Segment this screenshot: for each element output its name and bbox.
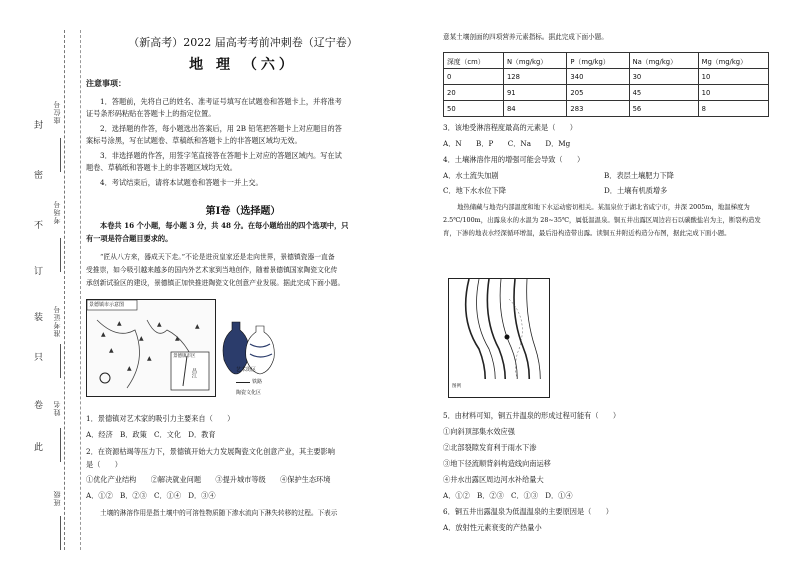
question-2-cont: 是（ ） [86, 460, 122, 469]
structure-drawing [449, 279, 549, 397]
table-header: N（mg/kg） [503, 53, 566, 69]
field-label-ticket: 准考证号 [53, 305, 61, 337]
svg-text:▲: ▲ [127, 365, 132, 372]
question-4-option-d: D．土壤有机质增多 [604, 186, 668, 195]
svg-text:▲: ▲ [195, 323, 200, 330]
question-4-option-c: C．地下水水位下降 [443, 186, 507, 195]
field-label-class: 班级 [53, 490, 61, 506]
section-title: 第Ⅰ卷（选择题） [205, 206, 281, 217]
map-title: 景德镇市示意图 [89, 302, 125, 308]
table-cell: 10 [698, 69, 768, 85]
notice-heading: 注意事项： [86, 78, 126, 88]
structure-legend: 图例 [452, 384, 461, 389]
exam-title: （新高考）2022 届高考考前冲刺卷（辽宁卷） [128, 36, 358, 49]
seal-char: 密 [34, 171, 44, 181]
jingdezhen-map [86, 299, 216, 397]
table-cell: 50 [444, 101, 504, 117]
soil-nutrient-table [443, 52, 769, 117]
table-header: Mg（mg/kg） [698, 53, 768, 69]
notice-item: 3．非选择题的作答，用签字笔直接答在答题卡上对应的答题区域内。写在试 [100, 151, 342, 160]
svg-text:▲: ▲ [147, 355, 152, 362]
field-underline [60, 238, 61, 272]
table-header: P（mg/kg） [567, 53, 629, 69]
table-header: 深度（cm） [444, 53, 504, 69]
passage-text: 受推崇，如今吸引越来越多的国内外艺术家到当地创作，随着景德镇国家陶瓷文化传 [86, 266, 338, 274]
binding-line-inner [80, 30, 81, 550]
notice-item: 4．考试结束后，请将本试题卷和答题卡一并上交。 [100, 178, 263, 187]
question-4-option-b: B．表层土壤肥力下降 [604, 171, 674, 180]
svg-text:▲: ▲ [157, 321, 162, 328]
binding-line [64, 30, 65, 550]
passage-text: “匠从八方来，器成天下走。”不论是进贡皇家还是走向世界，景德镇瓷器一直备 [100, 253, 335, 261]
table-cell: 128 [503, 69, 566, 85]
question-2-options: A．①② B．②③ C．①④ D．③④ [86, 491, 216, 500]
question-3-options: A．N B．P C．Na D．Mg [443, 139, 571, 148]
table-cell: 0 [444, 69, 504, 85]
question-6-option-a: A．放射性元素衰变的产热量小 [443, 523, 542, 532]
seal-char: 装 [34, 313, 44, 323]
question-6: 6．铜五井出露温泉为低温温泉的主要原因是（ ） [443, 507, 613, 516]
seal-char: 卷 [34, 401, 44, 411]
table-cell: 8 [698, 101, 768, 117]
table-cell: 340 [567, 69, 629, 85]
table-header-row [444, 53, 769, 69]
subject-title: 地 理 （六） [189, 57, 297, 73]
seal-char: 订 [34, 267, 44, 277]
section-intro: 本卷共 16 个小题，每小题 3 分，共 48 分。在每小题给出的四个选项中，只 [100, 221, 349, 230]
notice-item: 1．答题前，先将自己的姓名、准考证号填写在试题卷和答题卡上，并将准考 [100, 97, 342, 106]
table-header: Na（mg/kg） [629, 53, 698, 69]
field-underline [60, 138, 61, 172]
passage-text: 土壤的淋溶作用是指土壤中的可溶性物质随下渗水流向下淋失转移的过程。下表示 [100, 509, 338, 517]
table-cell: 10 [698, 85, 768, 101]
field-underline [60, 344, 61, 378]
question-3: 3．该地受淋溶程度最高的元素是（ ） [443, 123, 577, 132]
svg-text:▲: ▲ [175, 335, 180, 342]
passage-text [443, 201, 771, 240]
question-2: 2．在资源枯竭等压力下，景德镇开始大力发展陶瓷文化创意产业，其主要影响 [86, 447, 335, 456]
map-river-label: 昌江 [191, 368, 197, 378]
question-5-item: ④井水出露区周边河水补给量大 [443, 475, 544, 484]
passage-text: 意某土壤剖面的四项营养元素指标。据此完成下面小题。 [443, 33, 608, 41]
svg-text:▲: ▲ [109, 347, 114, 354]
question-5-item: ②北部裂隙发育利于雨水下渗 [443, 443, 537, 452]
question-5-item: ③地下径流顺背斜构造线向南运移 [443, 459, 551, 468]
question-4: 4．土壤淋溶作用的增强可能会导致（ ） [443, 155, 585, 164]
field-underline [60, 428, 61, 462]
table-cell: 84 [503, 101, 566, 117]
seal-char: 只 [34, 353, 44, 363]
question-1: 1．景德镇对艺术家的吸引力主要来自（ ） [86, 414, 235, 423]
field-label-room: 考场号 [53, 200, 61, 224]
question-2-items: ①优化产业结构 ②解决就业问题 ③提升城市等级 ④保护生态环境 [86, 475, 331, 484]
field-underline [60, 516, 61, 550]
table-cell: 45 [629, 85, 698, 101]
table-row [444, 69, 769, 85]
question-5-item: ①向斜顶部集水效应强 [443, 427, 515, 436]
svg-text:▲: ▲ [101, 331, 106, 338]
notice-item: 案标号涂黑，写在试题卷、草稿纸和答题卡上的非答题区域均无效。 [86, 136, 302, 145]
svg-text:▲: ▲ [139, 335, 144, 342]
passage-text: 承创新试验区的建设，景德镇正加快推进陶瓷文化创意产业发展。据此完成下面小题。 [86, 279, 345, 287]
legend-railway: 铁路 [252, 379, 263, 385]
table-row [444, 85, 769, 101]
field-label-name: 姓名 [53, 400, 61, 416]
table-cell: 91 [503, 85, 566, 101]
seal-char: 此 [34, 443, 44, 453]
question-5-options: A．①② B．②③ C．①③ D．①④ [443, 491, 573, 500]
notice-item: 题卷、草稿纸和答题卡上的非答题区域均无效。 [86, 163, 237, 172]
table-row [444, 101, 769, 117]
binding-margin [0, 0, 92, 562]
passage-line: 地热储藏与地壳内部温度和地下水运动密切相关。某温泉位于湖北省咸宁市，井深 2005m，地温梯度为 2.5℃/100m，出露泉水的水 [443, 203, 750, 224]
notice-item: 证号条形码粘贴在答题卡上的指定位置。 [86, 109, 216, 118]
table-cell: 205 [567, 85, 629, 101]
legend-art-district: 艺术街区 [236, 367, 257, 373]
map-drawing [87, 300, 215, 396]
question-1-options: A．经济 B．政策 C．文化 D．教育 [86, 430, 216, 439]
table-cell: 20 [444, 85, 504, 101]
map-inset-title: 景德镇市区 [173, 354, 196, 359]
table-cell: 30 [629, 69, 698, 85]
notice-item: 2．选择题的作答，每小题选出答案后，用 2B 铅笔把答题卡上对应题目的答 [100, 124, 342, 133]
svg-text:▲: ▲ [117, 320, 122, 327]
field-label-seat: 座位号 [53, 100, 61, 124]
question-4-option-a: A．水土流失加剧 [443, 171, 499, 180]
question-5: 5．由材料可知，铜五井温泉的形成过程可能有（ ） [443, 411, 621, 420]
table-cell: 56 [629, 101, 698, 117]
tongwujing-structure-map [448, 278, 550, 398]
railway-legend-line [236, 382, 250, 383]
seal-char: 封 [34, 121, 44, 131]
legend-ceramic-area: 陶瓷文化区 [236, 390, 262, 396]
table-cell: 283 [567, 101, 629, 117]
seal-char: 不 [34, 221, 44, 231]
section-intro: 有一项是符合题目要求的。 [86, 234, 173, 243]
passage-line: 铜五井附近构造分布图，据此完成下面小题。 [602, 229, 731, 237]
passage-line: 温为 28~35℃，属低温温泉。铜五井出露区周边岩石以碳酸盐岩为主，断裂构造发育，下渗的地表水经深循环增温，最后沿构造带出露。读 [443, 216, 761, 237]
